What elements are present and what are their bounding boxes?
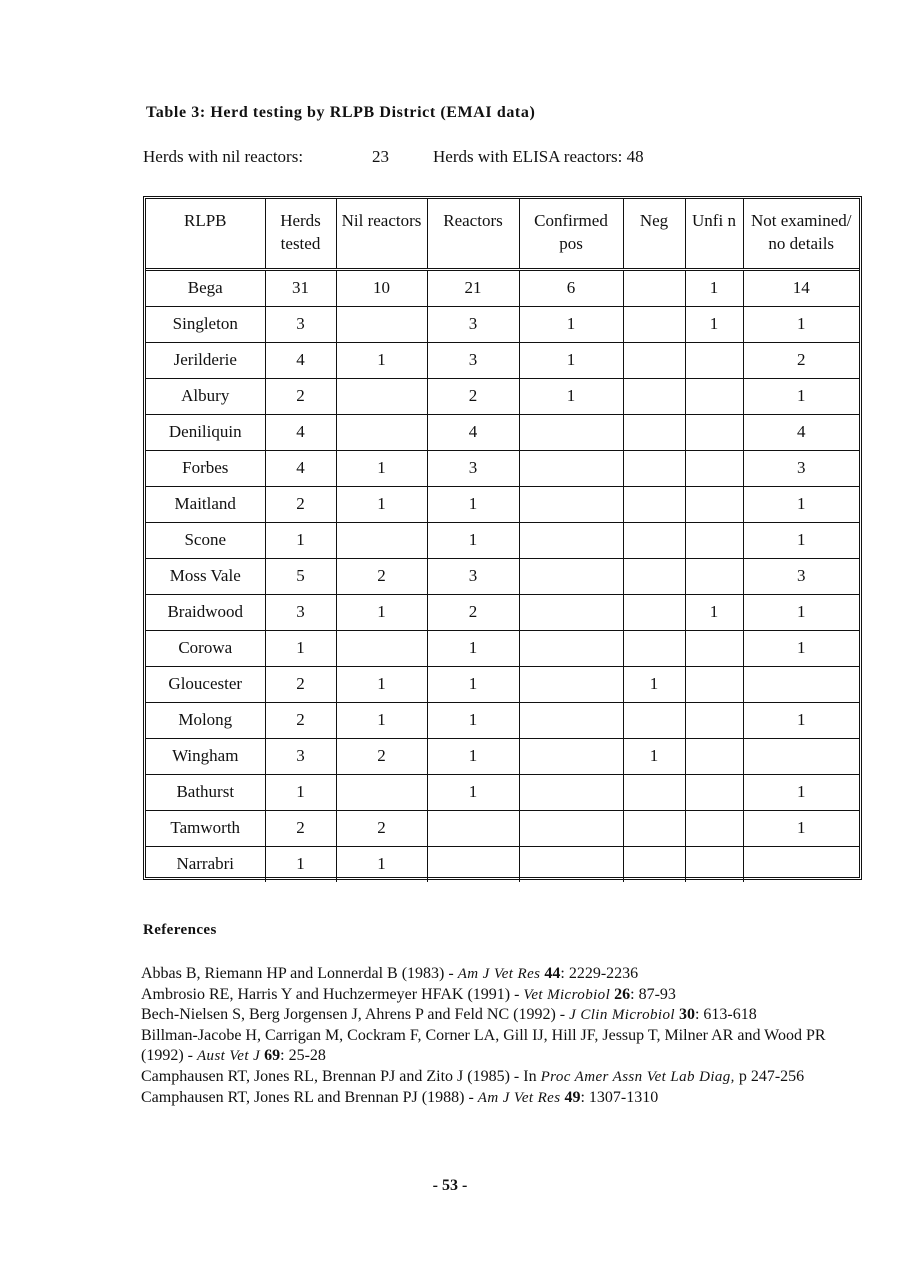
cell-herds-tested: 4: [265, 414, 336, 450]
cell-nil-reactors: [336, 378, 427, 414]
cell-confirmed-pos: 6: [519, 269, 623, 306]
cell-confirmed-pos: [519, 486, 623, 522]
references-list: [141, 964, 863, 1108]
cell-neg: [623, 594, 685, 630]
cell-not-examined: 3: [743, 558, 859, 594]
cell-unfin: [685, 450, 743, 486]
cell-herds-tested: 3: [265, 594, 336, 630]
cell-nil-reactors: 2: [336, 558, 427, 594]
page-number: - 53 -: [432, 1177, 468, 1194]
cell-unfin: [685, 846, 743, 882]
cell-not-examined: 1: [743, 630, 859, 666]
cell-reactors: 3: [427, 342, 519, 378]
header-nil-reactors: Nil reactors: [336, 199, 427, 269]
nil-reactors-value: 23: [372, 147, 389, 166]
cell-rlpb: Gloucester: [146, 666, 265, 702]
cell-herds-tested: 4: [265, 450, 336, 486]
reference-item: Camphausen RT, Jones RL, Brennan PJ and Zito J (1985) - In Proc Amer Assn Vet Lab Diag, p 247-256: [141, 1067, 805, 1085]
cell-not-examined: 2: [743, 342, 859, 378]
cell-reactors: 1: [427, 486, 519, 522]
cell-reactors: 3: [427, 450, 519, 486]
cell-unfin: 1: [685, 594, 743, 630]
cell-reactors: 1: [427, 630, 519, 666]
cell-unfin: [685, 486, 743, 522]
header-herds-tested: Herds tested: [265, 199, 336, 269]
cell-nil-reactors: 10: [336, 269, 427, 306]
cell-nil-reactors: 1: [336, 342, 427, 378]
cell-nil-reactors: 1: [336, 594, 427, 630]
cell-nil-reactors: [336, 306, 427, 342]
cell-unfin: [685, 414, 743, 450]
header-confirmed-pos: Confirmed pos: [519, 199, 623, 269]
cell-not-examined: 1: [743, 522, 859, 558]
cell-not-examined: 1: [743, 702, 859, 738]
cell-rlpb: Molong: [146, 702, 265, 738]
cell-confirmed-pos: [519, 450, 623, 486]
cell-herds-tested: 2: [265, 666, 336, 702]
cell-rlpb: Tamworth: [146, 810, 265, 846]
cell-reactors: 2: [427, 378, 519, 414]
cell-not-examined: 1: [743, 486, 859, 522]
cell-confirmed-pos: [519, 558, 623, 594]
cell-rlpb: Braidwood: [146, 594, 265, 630]
cell-neg: [623, 486, 685, 522]
cell-reactors: 21: [427, 269, 519, 306]
cell-neg: [623, 269, 685, 306]
cell-herds-tested: 2: [265, 486, 336, 522]
cell-confirmed-pos: [519, 630, 623, 666]
cell-nil-reactors: 1: [336, 846, 427, 882]
cell-confirmed-pos: [519, 774, 623, 810]
cell-not-examined: [743, 738, 859, 774]
table-row: [146, 702, 859, 738]
table-row: [146, 306, 859, 342]
table-row: [146, 594, 859, 630]
cell-nil-reactors: [336, 774, 427, 810]
elisa-reactors-text: Herds with ELISA reactors: 48: [433, 147, 644, 166]
table-row: [146, 666, 859, 702]
cell-unfin: [685, 630, 743, 666]
cell-reactors: 2: [427, 594, 519, 630]
cell-rlpb: Albury: [146, 378, 265, 414]
cell-confirmed-pos: [519, 702, 623, 738]
cell-neg: 1: [623, 666, 685, 702]
header-unfin: Unfi n: [685, 199, 743, 269]
cell-rlpb: Moss Vale: [146, 558, 265, 594]
header-reactors: Reactors: [427, 199, 519, 269]
cell-reactors: 1: [427, 666, 519, 702]
nil-reactors-label: Herds with nil reactors:: [143, 147, 304, 166]
table-row: [146, 522, 859, 558]
cell-neg: [623, 774, 685, 810]
cell-rlpb: Narrabri: [146, 846, 265, 882]
cell-reactors: 4: [427, 414, 519, 450]
cell-unfin: [685, 378, 743, 414]
cell-not-examined: 1: [743, 594, 859, 630]
table-row: [146, 486, 859, 522]
reference-item: Billman-Jacobe H, Carrigan M, Cockram F, Corner LA, Gill IJ, Hill JF, Jessup T, Milner AR and Wood PR (1992) - Aust Vet J 69: 25-28: [141, 1026, 826, 1065]
cell-reactors: 1: [427, 774, 519, 810]
cell-unfin: [685, 666, 743, 702]
cell-herds-tested: 2: [265, 810, 336, 846]
references-heading: References: [143, 922, 217, 938]
cell-reactors: 1: [427, 522, 519, 558]
cell-not-examined: 4: [743, 414, 859, 450]
cell-confirmed-pos: [519, 522, 623, 558]
cell-neg: [623, 702, 685, 738]
cell-unfin: [685, 522, 743, 558]
cell-neg: [623, 558, 685, 594]
cell-rlpb: Bathurst: [146, 774, 265, 810]
cell-confirmed-pos: [519, 414, 623, 450]
table-row: [146, 810, 859, 846]
cell-unfin: [685, 342, 743, 378]
table-title: Table 3: Herd testing by RLPB District (EMAI data): [146, 104, 536, 121]
cell-rlpb: Wingham: [146, 738, 265, 774]
table-row: [146, 846, 859, 882]
table-header-row: [146, 199, 859, 269]
table-row: [146, 558, 859, 594]
cell-nil-reactors: 1: [336, 702, 427, 738]
cell-confirmed-pos: [519, 846, 623, 882]
cell-herds-tested: 4: [265, 342, 336, 378]
cell-neg: [623, 414, 685, 450]
cell-confirmed-pos: [519, 666, 623, 702]
cell-nil-reactors: 1: [336, 486, 427, 522]
reference-item: Ambrosio RE, Harris Y and Huchzermeyer HFAK (1991) - Vet Microbiol 26: 87-93: [141, 985, 676, 1003]
cell-not-examined: 1: [743, 378, 859, 414]
cell-herds-tested: 1: [265, 774, 336, 810]
table-row: [146, 342, 859, 378]
cell-confirmed-pos: 1: [519, 306, 623, 342]
cell-reactors: [427, 810, 519, 846]
cell-neg: [623, 846, 685, 882]
cell-rlpb: Jerilderie: [146, 342, 265, 378]
header-not-examined: Not examined/ no details: [743, 199, 859, 269]
cell-nil-reactors: 2: [336, 738, 427, 774]
table-row: [146, 414, 859, 450]
cell-confirmed-pos: [519, 810, 623, 846]
cell-not-examined: 1: [743, 810, 859, 846]
table-row: [146, 738, 859, 774]
cell-unfin: [685, 774, 743, 810]
cell-unfin: 1: [685, 306, 743, 342]
reference-item: Bech-Nielsen S, Berg Jorgensen J, Ahrens P and Feld NC (1992) - J Clin Microbiol 30: 613-618: [141, 1006, 757, 1024]
cell-confirmed-pos: [519, 594, 623, 630]
cell-herds-tested: 1: [265, 630, 336, 666]
header-rlpb: RLPB: [146, 199, 265, 269]
cell-nil-reactors: [336, 522, 427, 558]
cell-rlpb: Scone: [146, 522, 265, 558]
cell-reactors: 1: [427, 738, 519, 774]
header-neg: Neg: [623, 199, 685, 269]
cell-rlpb: Deniliquin: [146, 414, 265, 450]
cell-rlpb: Bega: [146, 269, 265, 306]
cell-herds-tested: 3: [265, 738, 336, 774]
cell-unfin: 1: [685, 269, 743, 306]
cell-confirmed-pos: 1: [519, 378, 623, 414]
cell-herds-tested: 1: [265, 846, 336, 882]
cell-not-examined: 1: [743, 306, 859, 342]
cell-not-examined: 14: [743, 269, 859, 306]
cell-neg: 1: [623, 738, 685, 774]
cell-unfin: [685, 738, 743, 774]
cell-confirmed-pos: [519, 738, 623, 774]
cell-neg: [623, 342, 685, 378]
cell-not-examined: [743, 846, 859, 882]
cell-neg: [623, 810, 685, 846]
cell-neg: [623, 450, 685, 486]
cell-unfin: [685, 810, 743, 846]
cell-nil-reactors: [336, 630, 427, 666]
cell-confirmed-pos: 1: [519, 342, 623, 378]
cell-reactors: 3: [427, 306, 519, 342]
cell-rlpb: Singleton: [146, 306, 265, 342]
cell-neg: [623, 630, 685, 666]
cell-herds-tested: 2: [265, 378, 336, 414]
cell-herds-tested: 2: [265, 702, 336, 738]
cell-nil-reactors: 1: [336, 666, 427, 702]
table-row: [146, 378, 859, 414]
cell-nil-reactors: 2: [336, 810, 427, 846]
table-row: [146, 774, 859, 810]
cell-rlpb: Maitland: [146, 486, 265, 522]
cell-neg: [623, 378, 685, 414]
cell-not-examined: 3: [743, 450, 859, 486]
reference-item: Camphausen RT, Jones RL and Brennan PJ (1988) - Am J Vet Res 49: 1307-1310: [141, 1088, 659, 1106]
cell-herds-tested: 31: [265, 269, 336, 306]
cell-herds-tested: 5: [265, 558, 336, 594]
cell-reactors: [427, 846, 519, 882]
cell-reactors: 1: [427, 702, 519, 738]
cell-herds-tested: 3: [265, 306, 336, 342]
cell-unfin: [685, 558, 743, 594]
herd-testing-table: [143, 196, 862, 880]
cell-unfin: [685, 702, 743, 738]
table-row: [146, 450, 859, 486]
cell-not-examined: 1: [743, 774, 859, 810]
cell-nil-reactors: [336, 414, 427, 450]
table-row: [146, 630, 859, 666]
cell-nil-reactors: 1: [336, 450, 427, 486]
reference-item: Abbas B, Riemann HP and Lonnerdal B (1983) - Am J Vet Res 44: 2229-2236: [141, 965, 639, 982]
cell-rlpb: Forbes: [146, 450, 265, 486]
cell-not-examined: [743, 666, 859, 702]
table-row: [146, 269, 859, 306]
cell-herds-tested: 1: [265, 522, 336, 558]
cell-neg: [623, 306, 685, 342]
cell-reactors: 3: [427, 558, 519, 594]
cell-neg: [623, 522, 685, 558]
cell-rlpb: Corowa: [146, 630, 265, 666]
